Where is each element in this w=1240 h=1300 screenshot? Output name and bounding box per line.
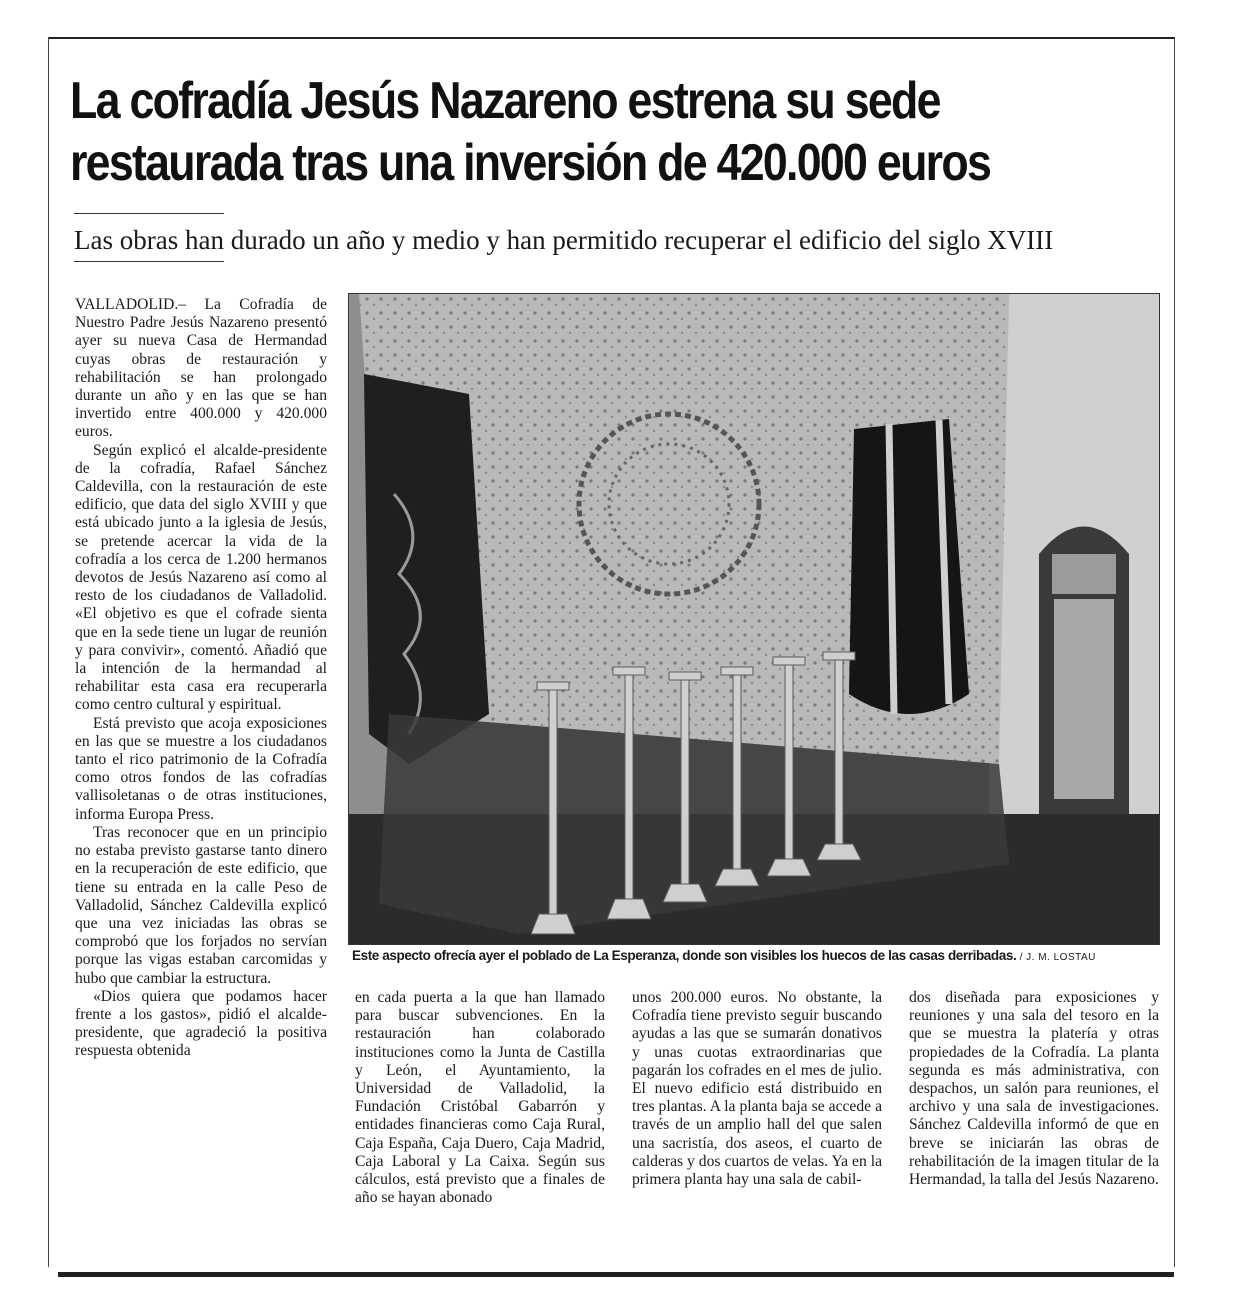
frame-left-rule: [48, 37, 49, 1267]
window-panel: [1054, 599, 1114, 799]
paragraph: en cada puerta a la que han llamado para buscar subvenciones. En la restauración han colaborado instituciones como la Junta de Castilla y León, el Ayuntamiento, la Universidad de Valladolid, la Fundación Cristóbal Gabarrón y entidades financieras como Caja Rural, Caja España, Caja Duero, Caja Madrid, Caja Laboral y La Caixa. Según sus cálculos, está previsto que a finales de año se hayan abonado: [355, 989, 605, 1207]
subtitle: Las obras han durado un año y medio y han permitido recuperar el edificio del siglo XVIII: [74, 225, 1054, 255]
left-robe: [364, 374, 489, 764]
paragraph: dos diseñada para exposiciones y reuniones y una sala del tesoro en la que se muestra la platería y otras propiedades de la Cofradía. La planta segunda es más administrativa, con despachos, un salón para reuniones, el archivo y una sala de investigaciones. Sánchez Caldevilla informó de que en breve se iniciarán las obras de rehabilitación de la imagen titular de la Hermandad, la talla del Jesús Nazareno.: [909, 989, 1159, 1189]
frame-top-rule: [48, 37, 1175, 39]
photo-caption: [352, 946, 1157, 968]
headline-line-1: La cofradía Jesús Nazareno estrena su sede: [70, 72, 940, 130]
photo-caption-text: Este aspecto ofrecía ayer el poblado de La Esperanza, donde son visibles los huecos de las casas derribadas.: [352, 948, 1017, 963]
paragraph: Tras reconocer que en un principio no estaba previsto gastarse tanto dinero en la recuperación de este edificio, que tiene su entrada en la calle Peso de Valladolid, Sánchez Caldevilla explicó que una vez iniciadas las obras se comprobó que los forjados no servían porque las vigas estaban carcomidas y hubo que cambiar la estructura.: [75, 823, 327, 987]
frame-bottom-rule: [58, 1272, 1174, 1277]
window-tiles: [1052, 554, 1116, 594]
column-3: [632, 989, 882, 1189]
subtitle-rule-top: [74, 213, 224, 214]
subtitle-rule-bottom: [74, 261, 224, 262]
column-2: [355, 989, 605, 1207]
paragraph: Está previsto que acoja exposiciones en las que se muestre a los ciudadanos tanto el rico patrimonio de la Cofradía como otros fondos de las cofradías vallisoletanas o de otras instituciones, informa Europa Press.: [75, 714, 327, 823]
frame-right-rule: [1174, 37, 1175, 1267]
column-4: [909, 989, 1159, 1189]
paragraph: VALLADOLID.– La Cofradía de Nuestro Padre Jesús Nazareno presentó ayer su nueva Casa de Hermandad cuyas obras de restauración y rehabilitación se han prolongado durante un año y en las que se han invertido entre 400.000 y 420.000 euros.: [75, 296, 327, 441]
paragraph: «Dios quiera que podamos hacer frente a los gastos», pidió el alcalde-presidente, que agradeció la positiva respuesta obtenida: [75, 987, 327, 1060]
photo-credit: / J. M. LOSTAU: [1016, 952, 1096, 963]
column-1: [75, 296, 327, 1061]
cape-stripe: [889, 424, 894, 714]
article-photo: [348, 293, 1160, 945]
paragraph: unos 200.000 euros. No obstante, la Cofradía tiene previsto seguir buscando ayudas a las que se sumarán donativos y unas cuotas extraordinarias que pagarán los cofrades en el mes de julio. El nuevo edificio está distribuido en tres plantas. A la planta baja se accede a través de un amplio hall del que salen una sacristía, dos aseos, el cuarto de calderas y dos cuartos de velas. Ya en la primera planta hay una sala de cabil-: [632, 989, 882, 1189]
headline-line-2: restaurada tras una inversión de 420.000 euros: [70, 134, 991, 192]
headline: [70, 70, 1162, 194]
photo-illustration: [349, 294, 1159, 944]
paragraph: Según explicó el alcalde-presidente de la cofradía, Rafael Sánchez Caldevilla, con la restauración de este edificio, que data del siglo XVIII y que está ubicado junto a la iglesia de Jesús, se pretende acercar la vida de la cofradía a los cerca de 1.200 hermanos devotos de Jesús Nazareno así como al resto de los ciudadanos de Valladolid. «El objetivo es que el cofrade sienta que en la sede tiene un lugar de reunión y para convivir», comentó. Añadió que la intención de la hermandad al rehabilitar esta casa era recuperarla como centro cultural y espiritual.: [75, 441, 327, 714]
